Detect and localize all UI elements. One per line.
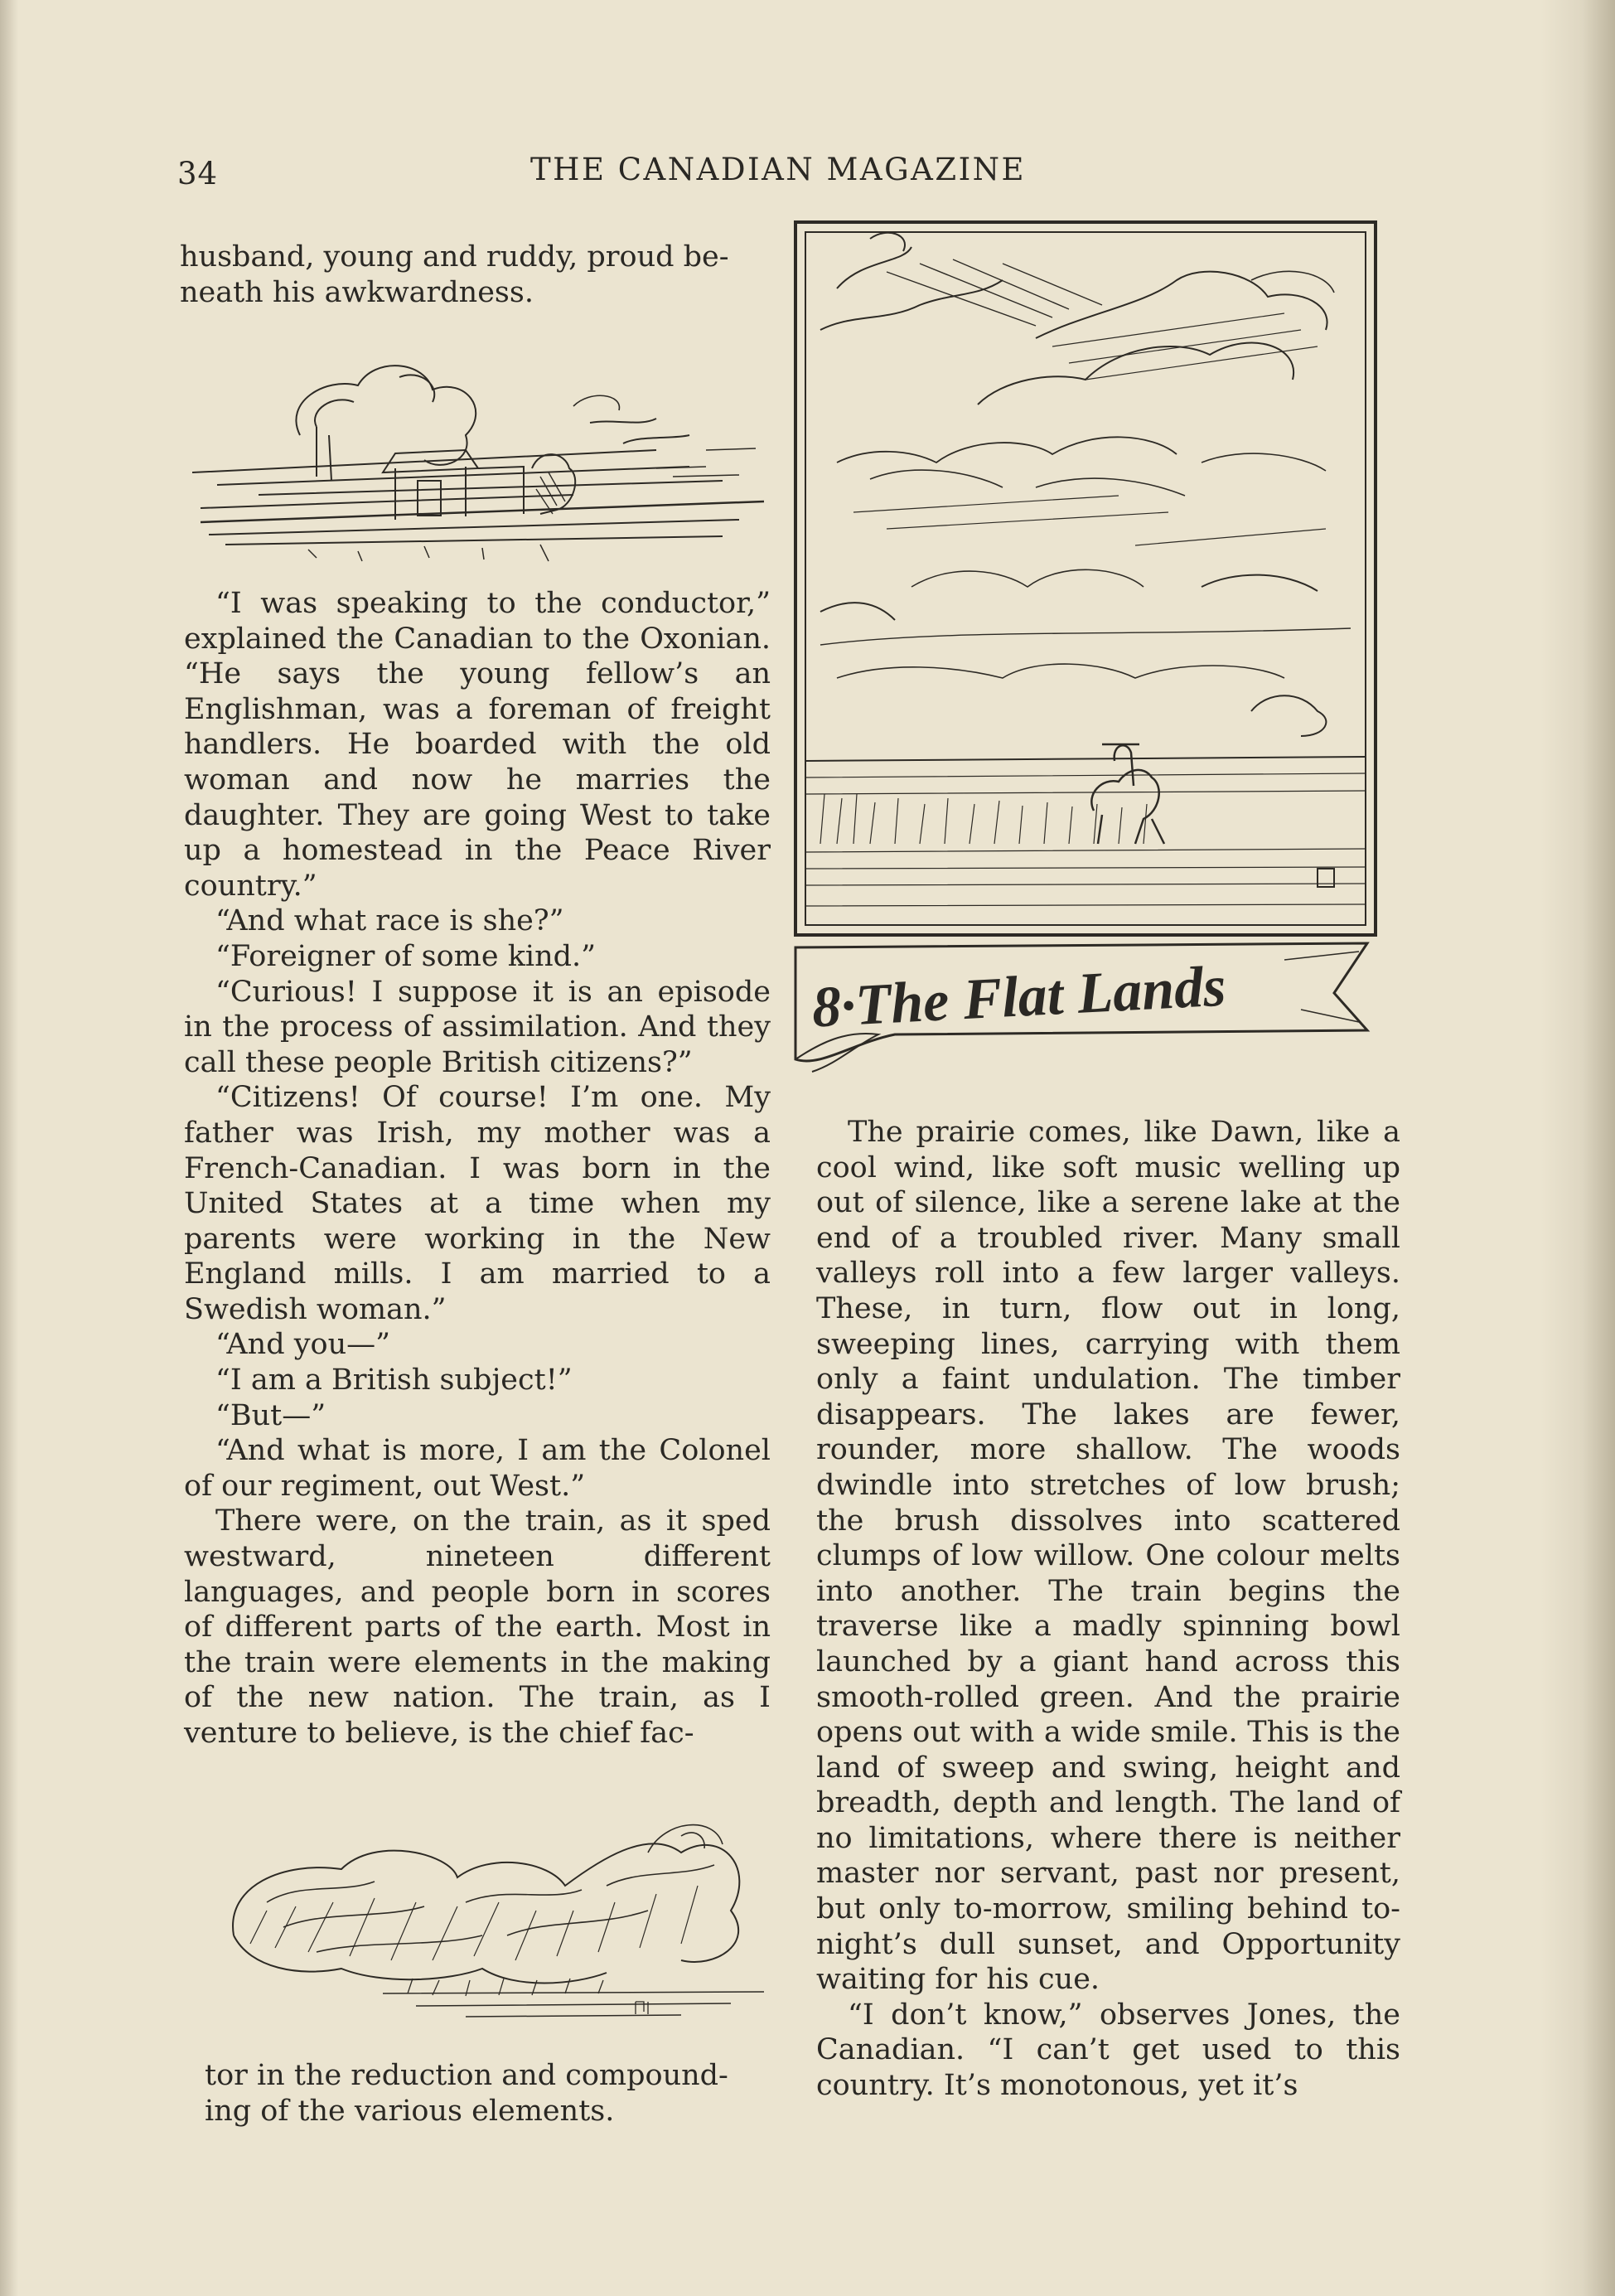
text-line: ing of the various elements. — [205, 2094, 615, 2128]
prairie-rider-illustration-icon — [787, 214, 1384, 1080]
page-number: 34 — [177, 156, 219, 191]
paragraph: “Foreigner of some kind.” — [215, 939, 597, 973]
text-line: tor in the reduction and compound- — [205, 2059, 728, 2092]
paragraph: “I was speaking to the conductor,” explained the Canadian to the Oxonian. “He says the young fellow’s an Englishman, was a foreman of freight handlers. He boarded with the old woman and now he marries the daughter. They are going West to take up a homestead in the Peace River country.” — [184, 587, 771, 903]
running-head: THE CANADIAN MAGAZINE — [530, 152, 1027, 187]
paragraph: “And what race is she?” — [215, 904, 564, 938]
paragraph: “And you—” — [215, 1328, 391, 1362]
paragraph: “Citizens! Of course! I’m one. My father was Irish, my mother was a French-Canadian. I was born in the United States at a time when my parents were working in the New England mills. I am married to a Swedish woman.” — [184, 1081, 771, 1326]
tree-clump-sketch-icon — [217, 1803, 781, 2035]
chapter-banner-title: 8·The Flat Lands — [810, 954, 1228, 1040]
left-column-main-text — [184, 586, 771, 1751]
right-column-main-text — [816, 1115, 1400, 2104]
paragraph: The prairie comes, like Dawn, like a cool wind, like soft music welling up out of silence, like a serene lake at the end of a troubled river. Many small valleys roll into a few larger valleys. These, in turn, flow out in long, sweeping lines, carrying with them only a faint undulation. The timber disappears. The lakes are fewer, rounder, more shallow. The woods dwindle into stretches of low brush; the brush dissolves into scattered clumps of low willow. One colour melts into another. The train begins the traverse like a madly spinning bowl launched by a giant hand across this smooth-rolled green. And the prairie opens out with a wide smile. This is the land of sweep and swing, height and breadth, depth and length. The land of no limitations, where there is neither master nor servant, past nor present, but only to-morrow, smiling behind to-night’s dull sunset, and Opportunity waiting for his cue. — [816, 1116, 1400, 1997]
paragraph: There were, on the train, as it sped westward, nineteen different languages, and people born in scores of different parts of the earth. Most in the train were elements in the making of the new nation. The train, as I venture to believe, is the chief fac- — [184, 1504, 771, 1750]
left-column-top-text — [180, 240, 766, 310]
paragraph: “I don’t know,” observes Jones, the Canadian. “I can’t get used to this country. It’s monotonous, yet it’s — [816, 1998, 1400, 2103]
paragraph: “I am a British subject!” — [215, 1364, 573, 1397]
paragraph: “And what is more, I am the Colonel of our regiment, out West.” — [184, 1434, 771, 1503]
paragraph: “Curious! I suppose it is an episode in the process of assimilation. And they call these people British citizens?” — [184, 975, 771, 1079]
paragraph: “But—” — [215, 1398, 326, 1432]
farmhouse-sketch-icon — [192, 344, 772, 568]
text-line: neath his awkwardness. — [180, 275, 534, 309]
text-line: husband, young and ruddy, proud be- — [180, 240, 729, 274]
left-column-bottom-text — [205, 2058, 795, 2129]
